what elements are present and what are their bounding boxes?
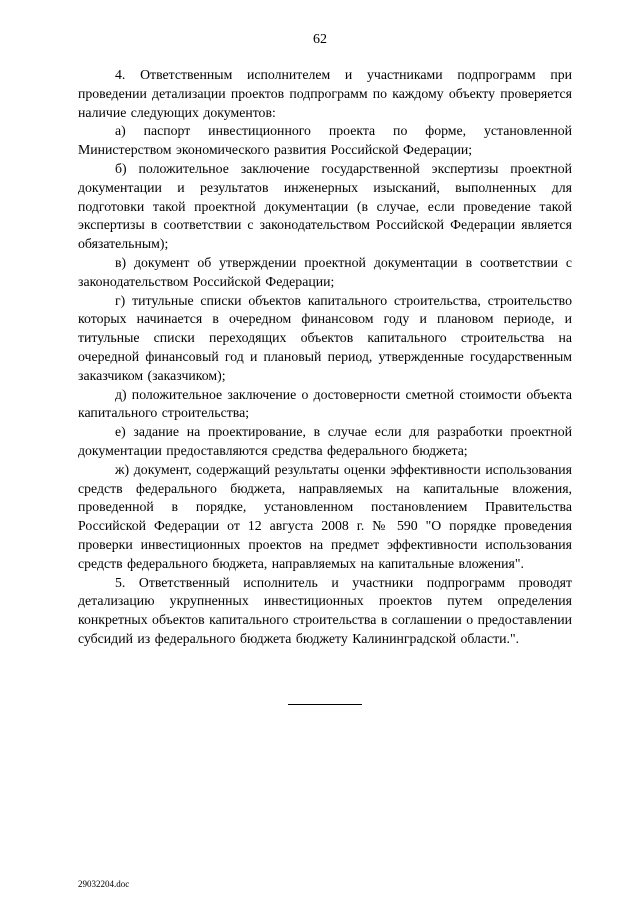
document-content (78, 66, 572, 705)
paragraph-item-e: е) задание на проектирование, в случае если для разработки проектной документации предоставляются средства федерального бюджета; (78, 424, 572, 458)
footer-filename: 29032204.doc (78, 879, 130, 889)
paragraph-item-g: г) титульные списки объектов капитального строительства, строительство которых начинается в очередном финансовом году и плановом периоде, и титульные списки переходящих объектов капитального строительства на очередной финансовый год и плановый период, утвержденные государственным заказчиком (заказчиком); (78, 292, 572, 383)
page-number: 62 (313, 32, 327, 47)
paragraph-item-zh: ж) документ, содержащий результаты оценки эффективности использования средств федерального бюджета, направляемых на капитальные вложения, проведенной в порядке, установленном постановлением Правительства Российской Федерации от 12 августа 2008 г. № 590 "О порядке проведения проверки инвестиционных проектов на предмет эффективности использования средств федерального бюджета, направляемых на капитальные вложения". (78, 461, 572, 571)
paragraph-item-v: в) документ об утверждении проектной документации в соответствии с законодательством Российской Федерации; (78, 254, 572, 289)
paragraph-item-5: 5. Ответственный исполнитель и участники подпрограмм проводят детализацию укрупненных инвестиционных проектов путем определения конкретных объектов капитального строительства в соглашении о предоставлении субсидий из федерального бюджета бюджету Калининградской области.". (78, 574, 572, 646)
end-divider (288, 704, 362, 705)
paragraph-item-4: 4. Ответственным исполнителем и участниками подпрограмм при проведении детализации проектов подпрограмм по каждому объекту проверяется наличие следующих документов: (78, 67, 572, 120)
paragraph-item-b: б) положительное заключение государственной экспертизы проектной документации и результатов инженерных изысканий, выполненных для подготовки такой проектной документации (в случае, если проведение такой экспертизы в соответствии с законодательством Российской Федерации является обязательным); (78, 160, 572, 252)
paragraph-item-a: а) паспорт инвестиционного проекта по форме, установленной Министерством экономического развития Российской Федерации; (78, 123, 572, 158)
paragraph-item-d: д) положительное заключение о достоверности сметной стоимости объекта капитального строительства; (78, 386, 572, 421)
